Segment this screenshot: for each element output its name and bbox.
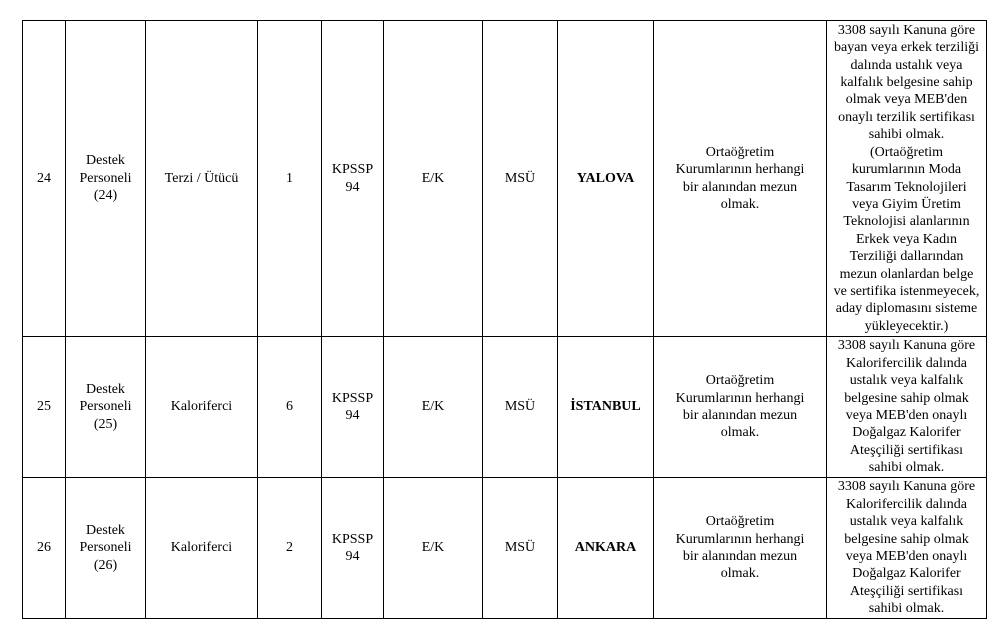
row-number: 25 [23,337,66,478]
position-cell: Destek Personeli (25) [66,337,146,478]
exam-score-type: KPSSP 94 [322,337,384,478]
unit: MSÜ [483,21,558,337]
gender: E/K [384,337,483,478]
job-title: Terzi / Ütücü [146,21,258,337]
education-requirement: Ortaöğretim Kurumlarının herhangi bir alanından mezun olmak. [654,21,827,337]
position-count: 1 [258,21,322,337]
exam-score-type: KPSSP 94 [322,478,384,619]
row-number: 26 [23,478,66,619]
row-number: 24 [23,21,66,337]
position-count: 2 [258,478,322,619]
other-requirements: 3308 sayılı Kanuna göre Kalorifercilik dalında ustalık veya kalfalık belgesine sahip olmak veya MEB'den onaylı Doğalgaz Kalorifer Ateşçiliği sertifikası sahibi olmak. [827,337,987,478]
gender: E/K [384,21,483,337]
location: YALOVA [558,21,654,337]
unit: MSÜ [483,478,558,619]
table-row [23,478,987,619]
gender: E/K [384,478,483,619]
location: İSTANBUL [558,337,654,478]
table-row [23,21,987,337]
personnel-table [22,20,987,619]
education-requirement: Ortaöğretim Kurumlarının herhangi bir alanından mezun olmak. [654,478,827,619]
other-requirements: 3308 sayılı Kanuna göre bayan veya erkek terziliği dalında ustalık veya kalfalık belgesine sahip olmak veya MEB'den onaylı terzilik sertifikası sahibi olmak. (Ortaöğretim kurumlarının Moda Tasarım Teknolojileri veya Giyim Üretim Teknolojisi alanlarının Erkek veya Kadın Terziliği dallarından mezun olanlardan belge ve sertifika istenmeyecek, aday diplomasını sisteme yükleyecektir.) [827,21,987,337]
exam-score-type: KPSSP 94 [322,21,384,337]
unit: MSÜ [483,337,558,478]
job-title: Kaloriferci [146,478,258,619]
position-cell: Destek Personeli (24) [66,21,146,337]
position-cell: Destek Personeli (26) [66,478,146,619]
position-count: 6 [258,337,322,478]
location: ANKARA [558,478,654,619]
other-requirements: 3308 sayılı Kanuna göre Kalorifercilik dalında ustalık veya kalfalık belgesine sahip olmak veya MEB'den onaylı Doğalgaz Kalorifer Ateşçiliği sertifikası sahibi olmak. [827,478,987,619]
education-requirement: Ortaöğretim Kurumlarının herhangi bir alanından mezun olmak. [654,337,827,478]
table-row [23,337,987,478]
job-title: Kaloriferci [146,337,258,478]
